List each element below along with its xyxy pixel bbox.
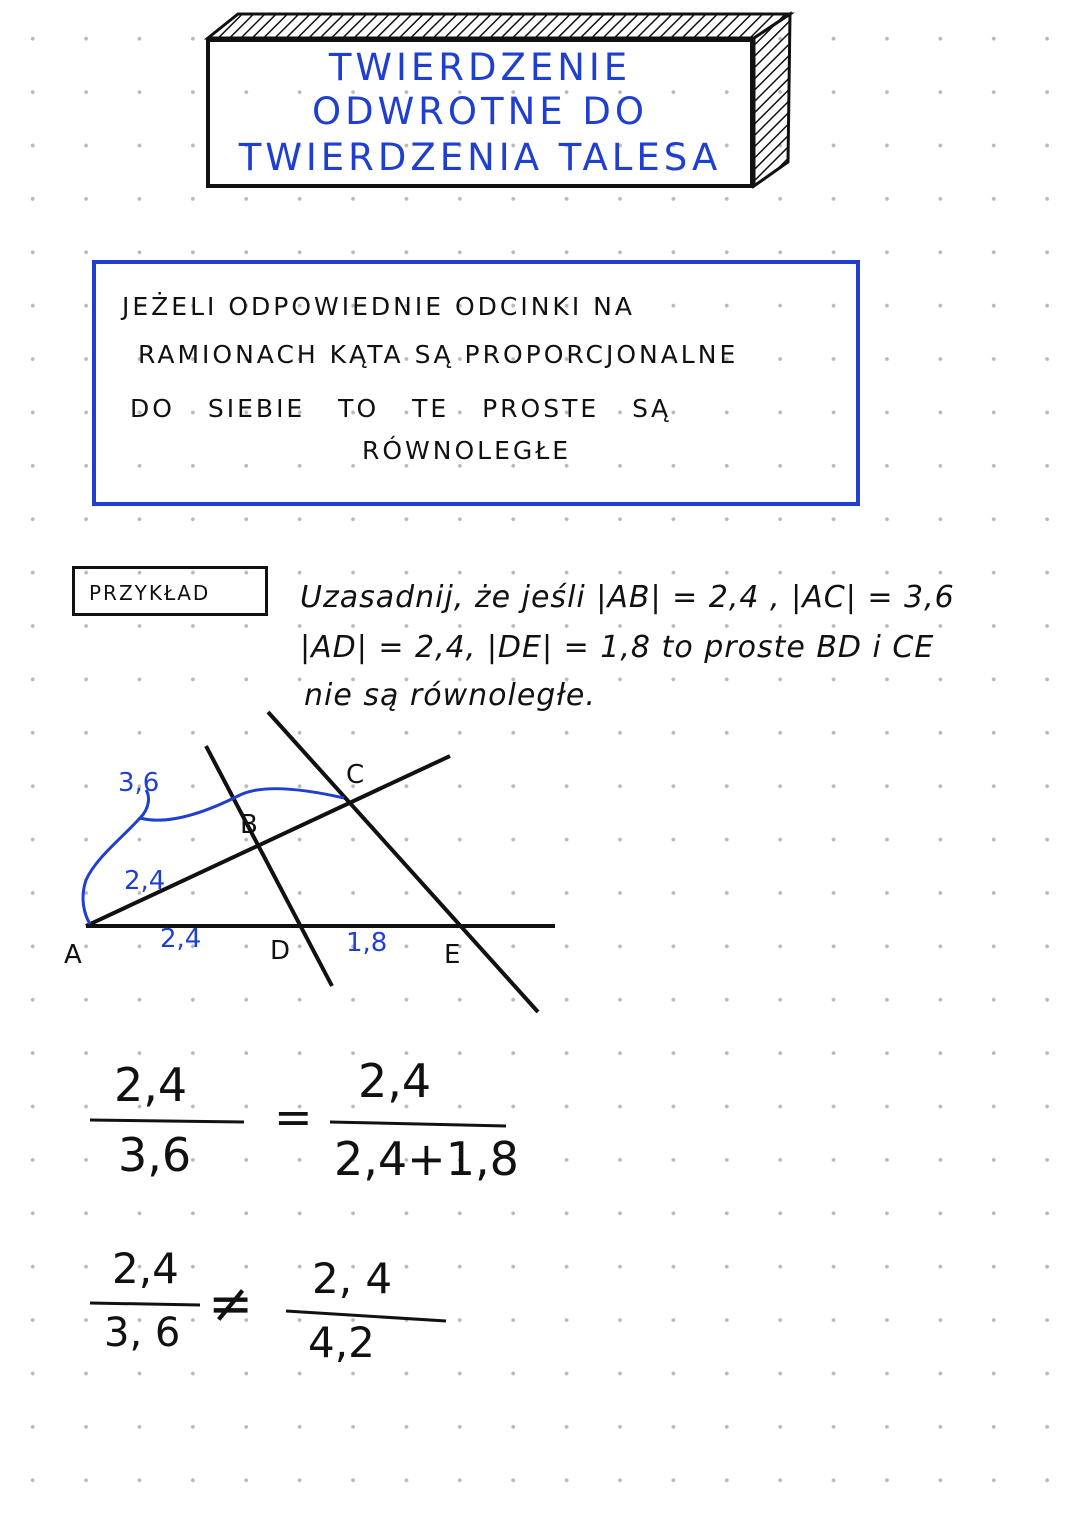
measure-ab: 2,4	[124, 866, 166, 896]
eq2-lhs-denominator: 3, 6	[104, 1310, 181, 1356]
eq2-lhs-numerator: 2,4	[112, 1244, 179, 1293]
measure-ad: 2,4	[160, 924, 202, 954]
measure-de: 1,8	[346, 928, 388, 958]
eq1-rhs-denominator: 2,4+1,8	[334, 1132, 519, 1186]
theorem-line-2: RAMIONACH KĄTA SĄ PROPORCJONALNE	[138, 340, 739, 369]
title-line-1: TWIERDZENIE	[328, 46, 632, 89]
task-line-2: |AD| = 2,4, |DE| = 1,8 to proste BD i CE	[300, 630, 935, 665]
point-b-label: B	[240, 810, 258, 840]
measure-ac: 3,6	[118, 768, 160, 798]
theorem-line-3: DO SIEBIE TO TE PROSTE SĄ	[130, 394, 672, 423]
theorem-line-4: RÓWNOLEGŁE	[362, 436, 572, 465]
point-e-label: E	[444, 940, 461, 970]
title-line-3: TWIERDZENIA TALESA	[238, 136, 722, 179]
task-line-1: Uzasadnij, że jeśli |AB| = 2,4 , |AC| = 3,6	[300, 580, 955, 615]
eq2-operator: ≠	[208, 1272, 254, 1335]
eq1-operator: =	[274, 1090, 313, 1144]
eq1-lhs-denominator: 3,6	[118, 1128, 192, 1182]
point-a-label: A	[64, 940, 82, 970]
task-line-3: nie są równoległe.	[304, 678, 596, 713]
theorem-line-1: JEŻELI ODPOWIEDNIE ODCINKI NA	[122, 292, 635, 321]
example-label: PRZYKŁAD	[72, 566, 268, 616]
title-line-2: ODWROTNE DO	[311, 90, 649, 133]
eq1-lhs-numerator: 2,4	[114, 1058, 188, 1112]
eq2-rhs-numerator: 2, 4	[312, 1254, 393, 1303]
eq2-rhs-denominator: 4,2	[308, 1318, 375, 1367]
eq1-rhs-numerator: 2,4	[358, 1054, 432, 1108]
point-c-label: C	[346, 760, 365, 790]
point-d-label: D	[270, 936, 291, 966]
